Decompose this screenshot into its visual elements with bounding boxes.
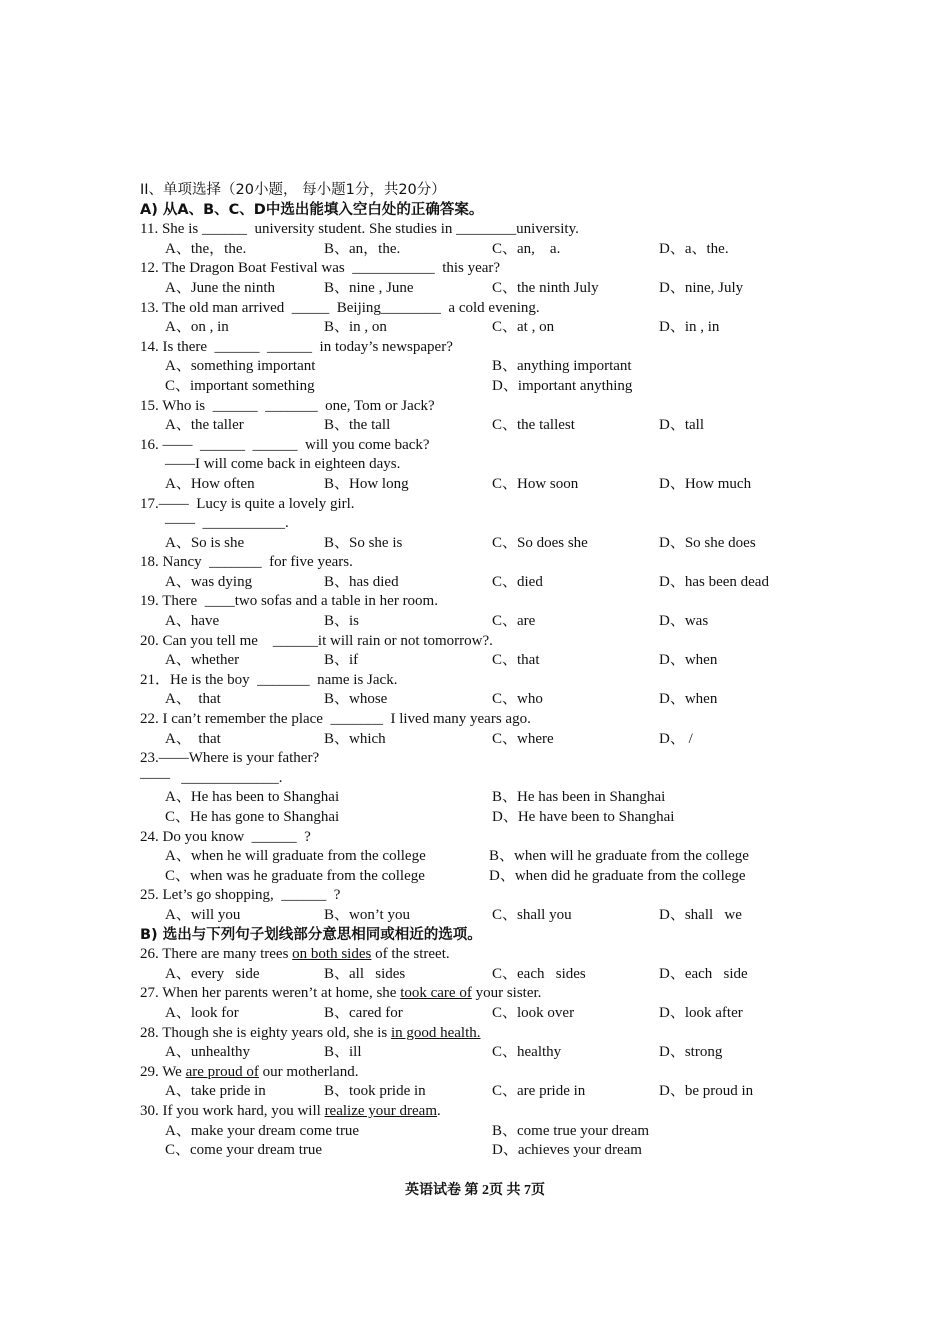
option-a: A、whether (165, 652, 240, 669)
option-c: C、come your dream true (165, 1142, 323, 1159)
option-b: B、He has been in Shanghai (492, 789, 666, 806)
option-b: B、when will he graduate from the college (489, 848, 749, 865)
question-11-stem: 11. She is ______ university student. She studies in ________university. (140, 221, 579, 238)
question-11-options (140, 240, 820, 260)
option-d: D、in , in (659, 319, 720, 336)
underlined-phrase: took care of (400, 985, 472, 1002)
option-b: B、in , on (324, 319, 387, 336)
option-c: C、at , on (492, 319, 555, 336)
question-30-stem (140, 1102, 820, 1122)
option-d: D、He have been to Shanghai (492, 809, 675, 825)
option-a: A、something important (165, 358, 316, 375)
question-16-stem: 16. —— ______ ______ will you come back? (140, 436, 430, 453)
option-b: B、anything important (492, 358, 632, 375)
option-d: D、strong (659, 1044, 723, 1061)
question-21-stem: 21．He is the boy _______ name is Jack. (140, 671, 398, 688)
stem-text: of the street. (371, 946, 450, 963)
question-26-stem (140, 945, 820, 965)
option-b: B、come true your dream (492, 1122, 650, 1139)
option-c: C、healthy (492, 1044, 562, 1061)
question-16-options (140, 475, 820, 495)
option-c: C、who (492, 691, 543, 708)
option-a: A、the taller (165, 417, 244, 434)
question-28-options (140, 1043, 820, 1063)
option-d: D、when did he graduate from the college (489, 867, 746, 884)
option-c: C、each sides (492, 965, 586, 982)
question-14-options-cd (140, 377, 820, 397)
option-b: B、So she is (324, 534, 403, 551)
option-c: C、the tallest (492, 417, 575, 434)
question-25-stem: 25. Let’s go shopping, ______ ? (140, 887, 341, 904)
question-19-options (140, 612, 820, 632)
question-27-options (140, 1004, 820, 1024)
option-c: C、an, a. (492, 240, 561, 257)
part-b-instruction: B) 选出与下列句子划线部分意思相同或相近的选项。 (140, 926, 482, 943)
option-c: C、He has gone to Shanghai (165, 809, 340, 825)
question-24-options-ab (140, 847, 820, 867)
option-a: A、June the ninth (165, 279, 275, 296)
question-12-stem: 12. The Dragon Boat Festival was ___________ this year? (140, 260, 501, 277)
underlined-phrase: realize your dream (324, 1102, 437, 1119)
option-a: A、on , in (165, 319, 229, 336)
underlined-phrase: on both sides (292, 946, 372, 963)
question-26-options (140, 965, 820, 985)
question-24-stem: 24. Do you know ______ ? (140, 828, 311, 845)
question-23-reply: —— _____________. (140, 769, 283, 786)
underlined-phrase: in good health. (390, 1024, 481, 1041)
question-27-stem (140, 984, 820, 1004)
option-d: D、shall we (659, 906, 742, 923)
stem-text: 30. If you work hard, you will (140, 1102, 325, 1119)
option-a: A、unhealthy (165, 1044, 250, 1061)
option-c: C、look over (492, 1004, 575, 1021)
part-a-instruction: A) 从A、B、C、D中选出能填入空白处的正确答案。 (140, 201, 484, 218)
option-b: B、an，the. (324, 240, 401, 257)
option-c: C、when was he graduate from the college (165, 867, 425, 884)
option-a: A、 that (165, 691, 221, 708)
question-17-stem: 17.—— Lucy is quite a lovely girl. (140, 495, 355, 512)
option-d: D、look after (659, 1004, 743, 1021)
stem-text: 27. When her parents weren’t at home, she (140, 985, 401, 1002)
option-a: A、make your dream come true (165, 1122, 360, 1139)
option-b: B、has died (324, 573, 399, 590)
option-a: A、every side (165, 965, 260, 982)
question-20-options (140, 651, 820, 671)
question-18-stem: 18. Nancy _______ for five years. (140, 554, 353, 571)
option-b: B、which (324, 730, 386, 747)
question-13-options (140, 318, 820, 338)
option-b: B、whose (324, 691, 388, 708)
stem-text: our motherland. (258, 1063, 359, 1080)
option-c: C、are (492, 613, 536, 630)
question-20-stem: 20. Can you tell me ______it will rain or not tomorrow?. (140, 632, 493, 649)
option-b: B、took pride in (324, 1083, 426, 1100)
option-d: D、How much (659, 475, 752, 492)
option-a: A、He has been to Shanghai (165, 789, 340, 806)
option-b: B、if (324, 652, 359, 669)
option-c: C、died (492, 573, 543, 590)
question-16-reply: ——I will come back in eighteen days. (165, 456, 401, 473)
option-d: D、when (659, 691, 718, 708)
question-28-stem (140, 1024, 820, 1044)
option-b: B、How long (324, 475, 409, 492)
option-a: A、look for (165, 1004, 239, 1021)
page-footer: 英语试卷 第 2页 共 7页 (405, 1183, 545, 1198)
stem-text: 26. There are many trees (140, 946, 293, 963)
question-24-options-cd (140, 867, 820, 887)
option-d: D、tall (659, 417, 704, 434)
question-14-stem: 14. Is there ______ ______ in today’s newspaper? (140, 338, 453, 355)
stem-text: 28. Though she is eighty years old, she is (140, 1024, 391, 1041)
stem-text: 29. We (140, 1063, 186, 1080)
question-14-options-ab (140, 357, 820, 377)
option-a: A、was dying (165, 573, 253, 590)
option-a: A、will you (165, 906, 241, 923)
option-d: D、nine, July (659, 279, 744, 296)
stem-text: . (437, 1102, 441, 1119)
option-d: D、important anything (492, 377, 633, 394)
question-17-reply: —— ___________. (165, 515, 289, 532)
option-d: D、when (659, 652, 718, 669)
question-23-stem: 23.——Where is your father? (140, 750, 320, 767)
question-25-options (140, 906, 820, 926)
option-a: A、the，the. (165, 240, 247, 257)
question-23-options-ab (140, 788, 820, 808)
option-d: D、each side (659, 965, 748, 982)
option-d: D、a、the. (659, 240, 729, 257)
option-c: C、are pride in (492, 1083, 586, 1100)
option-b: B、is (324, 613, 360, 630)
option-d: D、achieves your dream (492, 1142, 642, 1159)
question-21-options (140, 690, 820, 710)
option-d: D、be proud in (659, 1083, 754, 1100)
question-29-options (140, 1082, 820, 1102)
question-13-stem: 13. The old man arrived _____ Beijing________ a cold evening. (140, 299, 540, 316)
option-a: A、when he will graduate from the college (165, 848, 426, 865)
option-d: D、So she does (659, 534, 756, 551)
question-30-options-ab (140, 1122, 820, 1142)
section-title: II、单项选择（20小题， 每小题1分，共20分） (140, 182, 446, 198)
option-b: B、nine , June (324, 279, 414, 296)
option-b: B、all sides (324, 965, 406, 982)
question-15-options (140, 416, 820, 436)
option-c: C、How soon (492, 475, 579, 492)
option-c: C、So does she (492, 534, 588, 551)
option-c: C、where (492, 730, 554, 747)
option-c: C、the ninth July (492, 279, 599, 296)
question-23-options-cd (140, 808, 820, 828)
underlined-phrase: are proud of (185, 1063, 259, 1080)
option-b: B、won’t you (324, 906, 410, 923)
option-c: C、important something (165, 377, 315, 394)
question-30-options-cd (140, 1141, 820, 1161)
question-18-options (140, 573, 820, 593)
question-17-options (140, 534, 820, 554)
question-19-stem: 19. There ____two sofas and a table in her room. (140, 593, 438, 610)
option-b: B、ill (324, 1044, 362, 1061)
option-b: B、cared for (324, 1004, 403, 1021)
question-12-options (140, 279, 820, 299)
option-b: B、the tall (324, 417, 391, 434)
option-d: D、 / (659, 730, 693, 747)
option-a: A、 that (165, 730, 221, 747)
option-a: A、How often (165, 475, 255, 492)
stem-text: your sister. (471, 985, 542, 1002)
option-d: D、has been dead (659, 573, 769, 590)
question-29-stem (140, 1063, 820, 1083)
option-a: A、take pride in (165, 1083, 266, 1100)
option-c: C、that (492, 652, 540, 669)
option-a: A、have (165, 613, 220, 630)
question-15-stem: 15. Who is ______ _______ one, Tom or Jack? (140, 397, 435, 414)
question-22-options (140, 730, 820, 750)
option-c: C、shall you (492, 906, 572, 923)
exam-page (140, 181, 820, 1161)
option-d: D、was (659, 613, 709, 630)
question-22-stem: 22. I can’t remember the place _______ I lived many years ago. (140, 711, 531, 728)
option-a: A、So is she (165, 534, 245, 551)
